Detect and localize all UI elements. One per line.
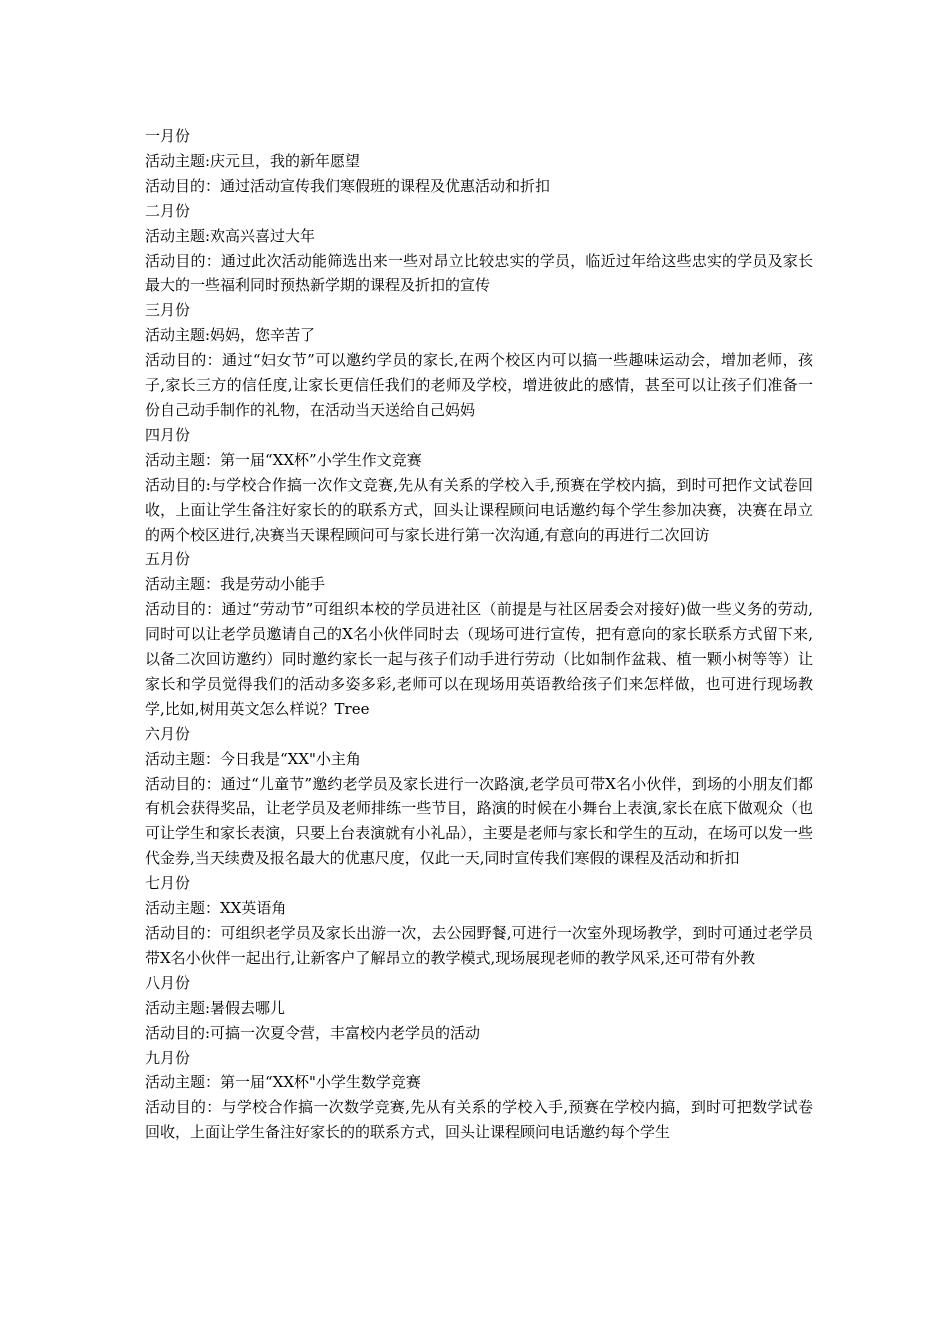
activity-purpose-february: 活动目的：通过此次活动能筛选出来一些对昂立比较忠实的学员，临近过年给这些忠实的学员及家长最大的一些福利同时预热新学期的课程及折扣的宣传 (145, 251, 813, 295)
activity-purpose-july: 活动目的：可组织老学员及家长出游一次，去公园野餐,可进行一次室外现场教学，到时可通过老学员带X名小伙伴一起出行,让新客户了解昂立的教学模式,现场展现老师的教学风采,还可带有外教 (145, 924, 813, 967)
activity-theme-july: 活动主题：XX英语角 (145, 899, 287, 918)
activity-theme-august: 活动主题:暑假去哪儿 (145, 998, 286, 1017)
activity-purpose-june: 活动目的：通过“儿童节”邀约老学员及家长进行一次路演,老学员可带X名小伙伴，到场的小朋友们都有机会获得奖品，让老学员及老师排练一些节目，路演的时候在小舞台上表演,家长在底下做观众（也可让学生和家长表演，只要上台表演就有小礼品），主要是老师与家长和学生的互动，在场可以发一些代金券,当天续费及报名最大的优惠尺度，仅此一天,同时宣传我们寒假的课程及活动和折扣 (145, 774, 813, 868)
month-heading-april: 四月份 (145, 425, 191, 444)
month-heading-august: 八月份 (145, 973, 191, 992)
month-heading-march: 三月份 (145, 301, 191, 320)
activity-purpose-september: 活动目的：与学校合作搞一次数学竞赛,先从有关系的学校入手,预赛在学校内搞，到时可把数学试卷回收，上面让学生备注好家长的的联系方式，回头让课程顾问电话邀约每个学生 (145, 1098, 813, 1142)
activity-theme-march: 活动主题:妈妈，您辛苦了 (145, 326, 316, 345)
activity-purpose-august: 活动目的:可搞一次夏令营，丰富校内老学员的活动 (145, 1023, 481, 1042)
activity-purpose-april: 活动目的:与学校合作搞一次作文竞赛,先从有关系的学校入手,预赛在学校内搞，到时可把作文试卷回收，上面让学生备注好家长的的联系方式，回头让课程顾问电话邀约每个学生参加决赛，决赛在昂立的两个校区进行,决赛当天课程顾问可与家长进行第一次沟通,有意向的再进行二次回访 (145, 475, 813, 544)
activity-purpose-may: 活动目的：通过“劳动节”可组织本校的学员进社区（前提是与社区居委会对接好)做一些义务的劳动,同时可以让老学员邀请自己的X名小伙伴同时去（现场可进行宣传，把有意向的家长联系方式留下来,以备二次回访邀约）同时邀约家长一起与孩子们动手进行劳动（比如制作盆栽、植一颗小树等等）让家长和学员觉得我们的活动多姿多彩,老师可以在现场用英语教给孩子们来怎样做，也可进行现场教学,比如,树用英文怎么样说？Tree (145, 600, 813, 718)
activity-purpose-march: 活动目的：通过“妇女节”可以邀约学员的家长,在两个校区内可以搞一些趣味运动会，增加老师，孩子,家长三方的信任度,让家长更信任我们的老师及学校，增进彼此的感情，甚至可以让孩子们准备一份自己动手制作的礼物，在活动当天送给自己妈妈 (145, 351, 813, 419)
activity-theme-april: 活动主题：第一届“XX杯”小学生作文竞赛 (145, 450, 422, 469)
month-heading-january: 一月份 (145, 127, 191, 145)
month-heading-may: 五月份 (145, 550, 191, 569)
month-heading-february: 二月份 (145, 201, 191, 220)
activity-purpose-january: 活动目的：通过活动宣传我们寒假班的课程及优惠活动和折扣 (145, 176, 551, 195)
month-heading-september: 九月份 (145, 1048, 191, 1067)
activity-theme-january: 活动主题:庆元旦，我的新年愿望 (145, 151, 361, 170)
activity-theme-september: 活动主题：第一届“XX杯"小学生数学竞赛 (145, 1073, 421, 1092)
activity-theme-may: 活动主题：我是劳动小能手 (145, 575, 326, 594)
month-heading-june: 六月份 (145, 724, 191, 743)
document-body (145, 124, 813, 1145)
activity-theme-february: 活动主题:欢高兴喜过大年 (145, 226, 316, 245)
activity-theme-june: 活动主题：今日我是“XX"小主角 (145, 749, 361, 768)
month-heading-july: 七月份 (145, 874, 191, 893)
